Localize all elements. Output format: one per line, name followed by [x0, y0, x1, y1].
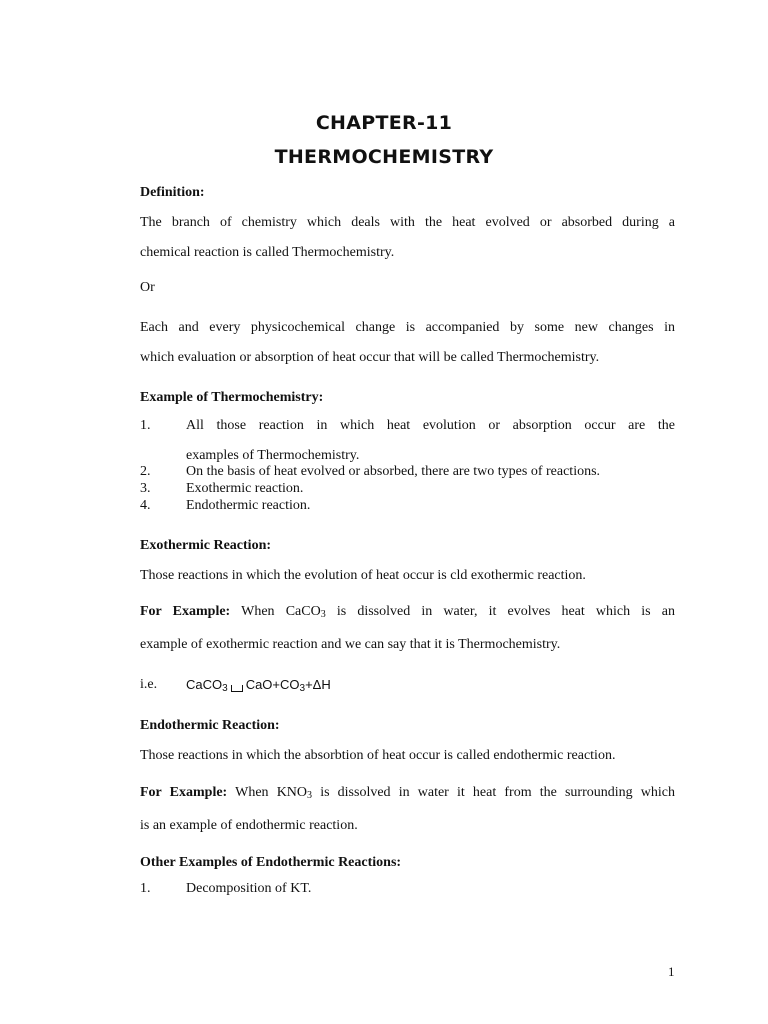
exothermic-example-line1 [140, 597, 675, 630]
for-example-label: For Example: [140, 604, 231, 619]
definition-text-line2: chemical reaction is called Thermochemistry. [140, 245, 395, 260]
subscript: 3 [222, 683, 228, 694]
alt-definition-line2: which evaluation or absorption of heat occur that will be called Thermochemistry. [140, 350, 600, 365]
list-item-text: Decomposition of KT. [186, 881, 312, 896]
exothermic-definition: Those reactions in which the evolution of heat occur is cld exothermic reaction. [140, 568, 586, 583]
list-item-text: Exothermic reaction. [186, 481, 304, 496]
chapter-title: THERMOCHEMISTRY [274, 146, 494, 168]
other-examples-heading: Other Examples of Endothermic Reactions: [140, 855, 402, 870]
exothermic-example [140, 597, 675, 660]
endothermic-example [140, 778, 675, 841]
example-text: is dissolved in water, it evolves heat which is an [336, 604, 675, 619]
list-item-number: 3. [140, 481, 151, 496]
product: CaO+CO [245, 677, 300, 692]
subscript: 3 [307, 790, 313, 801]
definition-section [140, 178, 675, 268]
for-example-label: For Example: [140, 785, 228, 800]
page-number: 1 [668, 964, 675, 979]
equation-body [186, 675, 331, 699]
example-text: When KNO [235, 785, 308, 800]
reactant: CaCO [186, 677, 223, 692]
list-item-line2: examples of Thermochemistry. [186, 448, 360, 463]
example-text: When CaCO [241, 604, 321, 619]
endothermic-example-line2: is an example of endothermic reaction. [140, 818, 358, 833]
alt-definition [140, 313, 675, 373]
list-item-text: On the basis of heat evolved or absorbed, there are two types of reactions. [186, 464, 601, 479]
exothermic-example-line2: example of exothermic reaction and we can say that it is Thermochemistry. [140, 637, 561, 652]
chapter-number: CHAPTER-11 [315, 112, 453, 134]
exothermic-section [140, 531, 675, 591]
list-item-number: 2. [140, 464, 151, 479]
endothermic-definition: Those reactions in which the absorbtion of heat occur is called endothermic reaction. [140, 748, 616, 763]
list-item-number: 1. [140, 418, 151, 433]
product-enthalpy: +ΔH [305, 677, 331, 692]
list-item-text [186, 417, 675, 464]
examples-heading: Example of Thermochemistry: [140, 390, 324, 405]
definition-text-line1: The branch of chemistry which deals with the heat evolved or absorbed during a [140, 215, 675, 230]
endothermic-heading: Endothermic Reaction: [140, 718, 280, 733]
example-text: is dissolved in water it heat from the surrounding which [320, 785, 676, 800]
definition-heading: Definition: [140, 185, 205, 200]
alt-definition-line1: Each and every physicochemical change is accompanied by some new changes in [140, 320, 675, 335]
list-item-text: Endothermic reaction. [186, 498, 311, 513]
exothermic-heading: Exothermic Reaction: [140, 538, 272, 553]
endothermic-example-line1 [140, 778, 675, 811]
reaction-arrow-icon [231, 685, 243, 692]
list-item-number: 1. [140, 881, 151, 896]
or-separator: Or [140, 280, 155, 295]
endothermic-section [140, 711, 675, 771]
list-item-number: 4. [140, 498, 151, 513]
equation-label: i.e. [140, 677, 158, 692]
subscript: 3 [299, 683, 306, 694]
list-item-line1: All those reaction in which heat evolution or absorption occur are the [186, 418, 675, 433]
subscript: 3 [320, 609, 326, 620]
list-item [140, 417, 675, 463]
